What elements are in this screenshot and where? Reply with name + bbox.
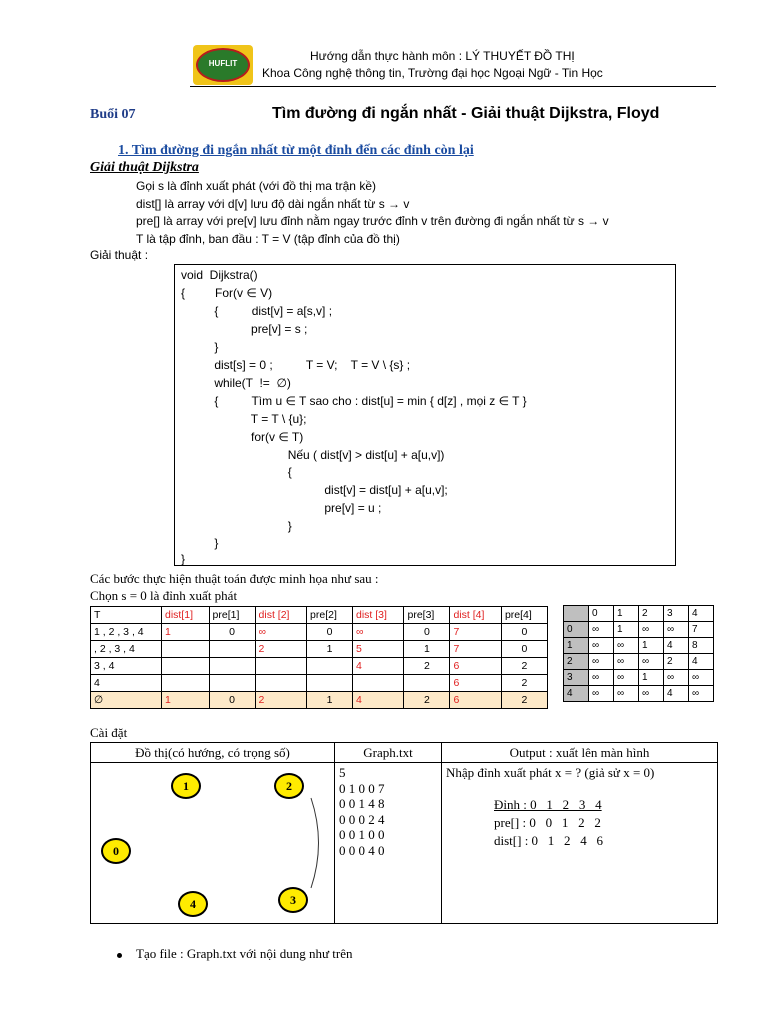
matrix-cell: 4	[664, 638, 689, 654]
table-cell: 6	[450, 692, 502, 709]
table-row-final	[91, 692, 548, 709]
table-cell: 4	[91, 675, 162, 692]
matrix-row	[564, 686, 714, 702]
output-column-header: Output : xuất lên màn hình	[442, 743, 718, 763]
table-cell	[162, 658, 210, 675]
matrix-row-label: 3	[564, 670, 589, 686]
graphtxt-line: 0 1 0 0 7	[339, 780, 385, 796]
matrix-row	[564, 622, 714, 638]
code-line: pre[v] = u ;	[181, 501, 382, 515]
table-header-cell: pre[1]	[209, 607, 255, 624]
table-cell: ∞	[255, 624, 307, 641]
matrix-header-cell: 1	[614, 606, 639, 622]
graph-node-1: 1	[171, 773, 201, 799]
output-dist: dist[] : 0 1 2 4 6	[494, 833, 604, 848]
matrix-cell: 7	[689, 622, 714, 638]
code-line: { For(v ∈ V)	[181, 286, 273, 300]
table-cell: 2	[404, 658, 450, 675]
matrix-cell: 8	[689, 638, 714, 654]
code-box	[174, 264, 676, 566]
output-pre: pre[] : 0 0 1 2 2	[494, 815, 601, 830]
output-prompt: Nhập đỉnh xuất phát x = ? (giả sử x = 0)	[446, 765, 655, 780]
table-cell	[162, 675, 210, 692]
table-header-cell: dist [3]	[352, 607, 404, 624]
table-cell: 1	[307, 641, 353, 658]
matrix-cell: ∞	[614, 654, 639, 670]
matrix-header-cell: 0	[589, 606, 614, 622]
install-body-row	[91, 763, 718, 924]
bullet-dot	[117, 953, 122, 958]
code-line: }	[181, 536, 219, 550]
steps-choose: Chọn s = 0 là đỉnh xuất phát	[90, 588, 238, 603]
code-line: }	[181, 552, 186, 566]
table-cell	[209, 641, 255, 658]
matrix-cell: ∞	[639, 686, 664, 702]
table-cell	[352, 675, 404, 692]
graph-node-3: 3	[278, 887, 308, 913]
table-cell	[255, 658, 307, 675]
matrix-cell: ∞	[639, 622, 664, 638]
matrix-cell: ∞	[589, 654, 614, 670]
table-cell: 2	[501, 658, 547, 675]
table-cell: 1	[162, 692, 210, 709]
table-cell: 0	[209, 692, 255, 709]
matrix-row	[564, 670, 714, 686]
code-line: void Dijkstra()	[181, 268, 258, 282]
table-cell: 0	[501, 641, 547, 658]
section-heading: 1. Tìm đường đi ngắn nhất từ một đỉnh đến các đỉnh còn lại	[118, 143, 474, 158]
table-header-cell: pre[4]	[501, 607, 547, 624]
graphtxt-line: 0 0 1 4 8	[339, 796, 385, 811]
graphtxt-cell	[335, 763, 442, 924]
table-row	[91, 641, 548, 658]
table-cell: ∅	[91, 692, 162, 709]
matrix-cell: ∞	[664, 622, 689, 638]
matrix-cell: 2	[664, 654, 689, 670]
code-line: for(v ∈ T)	[181, 430, 304, 444]
bullet-text: Tạo file : Graph.txt với nội dung như trên	[136, 946, 353, 961]
table-cell: 4	[352, 658, 404, 675]
page-title: Tìm đường đi ngắn nhất - Giải thuật Dijkstra, Floyd	[272, 105, 660, 122]
dijkstra-steps-table	[90, 606, 548, 709]
matrix-cell: 1	[639, 670, 664, 686]
table-cell	[307, 675, 353, 692]
matrix-row	[564, 638, 714, 654]
steps-intro: Các bước thực hiện thuật toán được minh họa như sau :	[90, 571, 379, 586]
table-cell: , 2 , 3 , 4	[91, 641, 162, 658]
table-cell: 0	[209, 624, 255, 641]
table-row	[91, 675, 548, 692]
algorithm-heading: Giải thuật Dijkstra	[90, 160, 199, 175]
table-cell: 1	[404, 641, 450, 658]
matrix-cell: ∞	[589, 622, 614, 638]
table-cell: 4	[352, 692, 404, 709]
code-line: Nếu ( dist[v] > dist[u] + a[u,v])	[181, 448, 445, 462]
graph-node-0: 0	[101, 838, 131, 864]
desc-line: dist[] là array với d[v] lưu độ dài ngắn nhất từ s → v	[136, 197, 410, 211]
code-line: dist[v] = dist[u] + a[u,v];	[181, 483, 448, 497]
graphtxt-line: 5	[339, 765, 346, 780]
table-cell: 7	[450, 624, 502, 641]
table-cell: 2	[404, 692, 450, 709]
desc-line: T là tập đỉnh, ban đầu : T = V (tập đỉnh của đồ thị)	[136, 232, 400, 246]
matrix-header-cell: 4	[689, 606, 714, 622]
code-line: while(T != ∅)	[181, 376, 291, 390]
matrix-cell: ∞	[689, 670, 714, 686]
table-header-cell: T	[91, 607, 162, 624]
table-cell	[404, 675, 450, 692]
matrix-cell: 4	[689, 654, 714, 670]
adjacency-matrix	[563, 605, 714, 702]
table-cell	[307, 658, 353, 675]
table-cell: 2	[255, 641, 307, 658]
table-row	[91, 658, 548, 675]
graphtxt-line: 0 0 1 0 0	[339, 827, 385, 842]
graph-node-4: 4	[178, 891, 208, 917]
code-line: dist[s] = 0 ; T = V; T = V \ {s} ;	[181, 358, 411, 372]
install-label: Cài đặt	[90, 725, 128, 740]
header-line-1: Hướng dẫn thực hành môn : LÝ THUYẾT ĐỒ THỊ	[310, 49, 575, 63]
matrix-header-row	[564, 606, 714, 622]
table-cell: 3 , 4	[91, 658, 162, 675]
table-cell	[209, 675, 255, 692]
table-cell: 7	[450, 641, 502, 658]
table-header-cell: dist [2]	[255, 607, 307, 624]
header-line-2: Khoa Công nghệ thông tin, Trường đại học Ngoại Ngữ - Tin Học	[262, 66, 603, 80]
matrix-cell: ∞	[589, 638, 614, 654]
matrix-cell: ∞	[589, 686, 614, 702]
output-cell	[442, 763, 718, 924]
algo-label: Giải thuật :	[90, 248, 149, 262]
huflit-logo: HUFLIT	[193, 45, 253, 85]
desc-line: Gọi s là đỉnh xuất phát (với đồ thị ma trận kề)	[136, 179, 376, 193]
table-header-row	[91, 607, 548, 624]
matrix-header-cell: 3	[664, 606, 689, 622]
table-cell: 5	[352, 641, 404, 658]
matrix-cell: 4	[664, 686, 689, 702]
matrix-cell: ∞	[614, 638, 639, 654]
graph-edge-curve	[291, 793, 331, 893]
code-line: }	[181, 519, 292, 533]
matrix-row-label: 2	[564, 654, 589, 670]
header-divider	[190, 86, 716, 87]
code-line: T = T \ {u};	[181, 412, 307, 426]
matrix-row-label: 4	[564, 686, 589, 702]
code-line: { dist[v] = a[s,v] ;	[181, 304, 333, 318]
code-line: { Tìm u ∈ T sao cho : dist[u] = min { d[z] , mọi z ∈ T }	[181, 394, 527, 408]
matrix-cell: ∞	[614, 670, 639, 686]
table-cell	[209, 658, 255, 675]
code-line: }	[181, 340, 219, 354]
matrix-cell: 1	[639, 638, 664, 654]
table-cell: 1	[307, 692, 353, 709]
table-cell: ∞	[352, 624, 404, 641]
table-cell: 2	[255, 692, 307, 709]
table-header-cell: pre[2]	[307, 607, 353, 624]
graphtxt-column-header: Graph.txt	[335, 743, 442, 763]
table-cell	[162, 641, 210, 658]
matrix-cell: ∞	[639, 654, 664, 670]
graphtxt-line: 0 0 0 2 4	[339, 811, 385, 827]
install-header-row	[91, 743, 718, 763]
table-cell: 1 , 2 , 3 , 4	[91, 624, 162, 641]
matrix-header-cell: 2	[639, 606, 664, 622]
table-cell: 0	[307, 624, 353, 641]
table-row	[91, 624, 548, 641]
table-cell: 6	[450, 658, 502, 675]
table-cell: 0	[404, 624, 450, 641]
output-dinh: Đỉnh : 0 1 2 3 4	[494, 797, 602, 812]
table-header-cell: pre[3]	[404, 607, 450, 624]
table-header-cell: dist[1]	[162, 607, 210, 624]
matrix-cell: ∞	[589, 670, 614, 686]
matrix-cell: ∞	[689, 686, 714, 702]
session-label: Buổi 07	[90, 107, 136, 122]
graph-cell	[91, 763, 335, 924]
desc-line: pre[] là array với pre[v] lưu đỉnh nằm ngay trước đỉnh v trên đường đi ngắn nhất từ s → v	[136, 214, 609, 228]
graph-column-header: Đồ thị(có hướng, có trọng số)	[91, 743, 335, 763]
matrix-cell: ∞	[614, 686, 639, 702]
matrix-cell: ∞	[664, 670, 689, 686]
table-cell	[255, 675, 307, 692]
matrix-row-label: 0	[564, 622, 589, 638]
graph-node-2: 2	[274, 773, 304, 799]
graphtxt-line: 0 0 0 4 0	[339, 842, 385, 858]
table-cell: 2	[501, 675, 547, 692]
matrix-cell: 1	[614, 622, 639, 638]
table-cell: 1	[162, 624, 210, 641]
code-line: {	[181, 465, 292, 479]
table-cell: 6	[450, 675, 502, 692]
table-cell: 2	[501, 692, 547, 709]
matrix-row-label: 1	[564, 638, 589, 654]
matrix-header-cell	[564, 606, 589, 622]
install-table	[90, 742, 718, 924]
matrix-row	[564, 654, 714, 670]
table-cell: 0	[501, 624, 547, 641]
code-line: pre[v] = s ;	[181, 322, 308, 336]
table-header-cell: dist [4]	[450, 607, 502, 624]
